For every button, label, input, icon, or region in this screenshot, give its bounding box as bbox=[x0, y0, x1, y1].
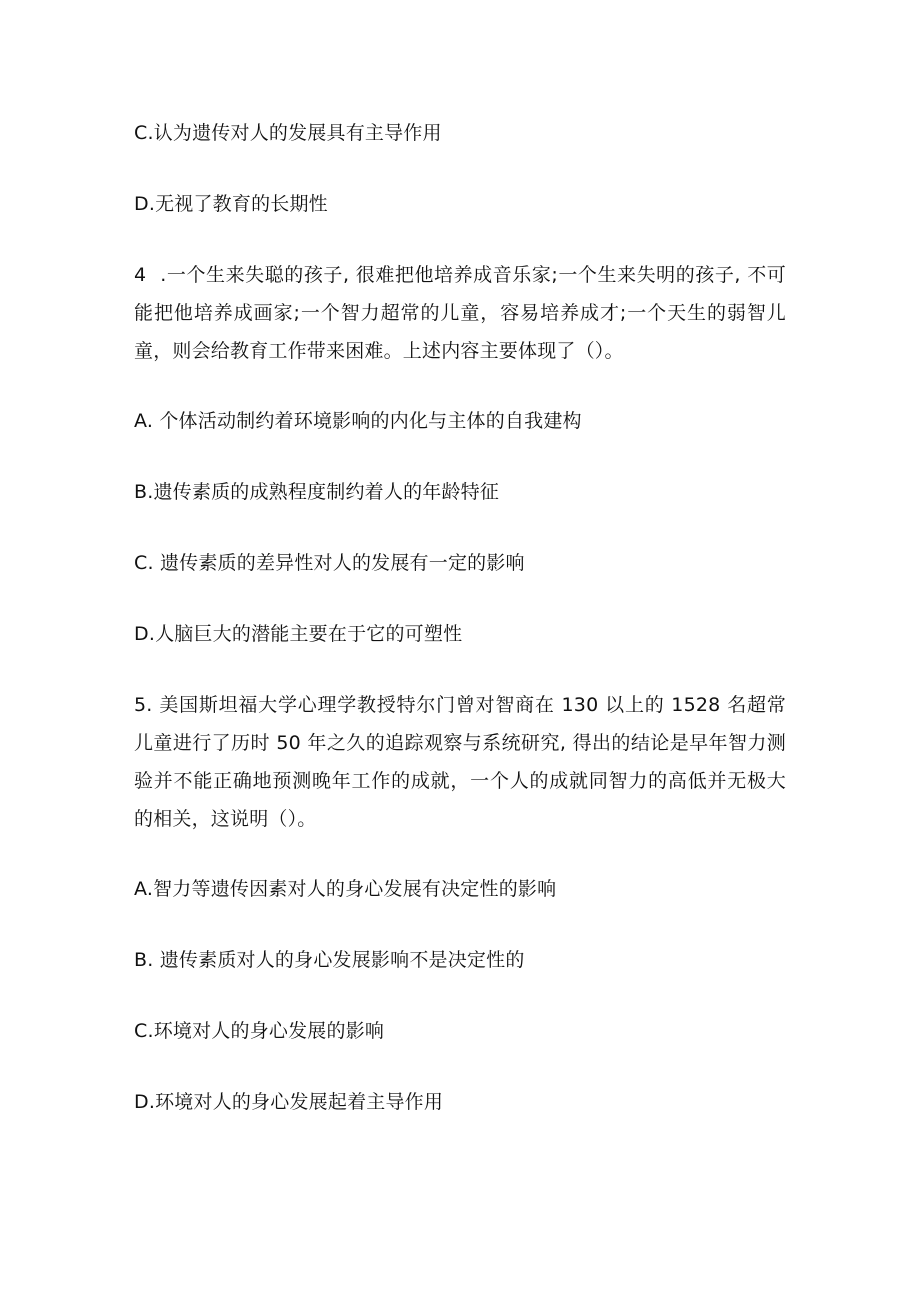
q4-option-d: D.人脑巨大的潜能主要在于它的可塑性 bbox=[134, 623, 463, 645]
question-4-number: 4 bbox=[134, 264, 147, 286]
question-4-text: .一个生来失聪的孩子, 很难把他培养成音乐家;一个生来失明的孩子, 不可能把他培养成画家;一个智力超常的儿童，容易培养成才;一个天生的弱智儿童，则会给教育工作带来困难。上述内容主要体现了（）。 bbox=[134, 264, 786, 362]
prev-option-c: C.认为遗传对人的发展具有主导作用 bbox=[134, 122, 442, 144]
prev-option-d: D.无视了教育的长期性 bbox=[134, 193, 328, 215]
q5-option-d: D.环境对人的身心发展起着主导作用 bbox=[134, 1091, 444, 1113]
q4-option-b: B.遗传素质的成熟程度制约着人的年龄特征 bbox=[134, 481, 500, 503]
q4-option-a: A. 个体活动制约着环境影响的内化与主体的自我建构 bbox=[134, 410, 582, 432]
q5-option-b: B. 遗传素质对人的身心发展影响不是决定性的 bbox=[134, 949, 525, 971]
q5-option-c: C.环境对人的身心发展的影响 bbox=[134, 1020, 385, 1042]
q5-option-a: A.智力等遗传因素对人的身心发展有决定性的影响 bbox=[134, 878, 557, 900]
question-5: 5. 美国斯坦福大学心理学教授特尔门曾对智商在 130 以上的 1528 名超常儿童进行了历时 50 年之久的追踪观察与系统研究, 得出的结论是早年智力测验并不能正确地预测晚年工作的成就，一个人的成就同智力的高低并无极大的相关，这说明（）。 bbox=[134, 694, 786, 830]
q4-option-c: C. 遗传素质的差异性对人的发展有一定的影响 bbox=[134, 552, 525, 574]
question-4 bbox=[134, 256, 786, 370]
document-content bbox=[134, 114, 786, 1154]
